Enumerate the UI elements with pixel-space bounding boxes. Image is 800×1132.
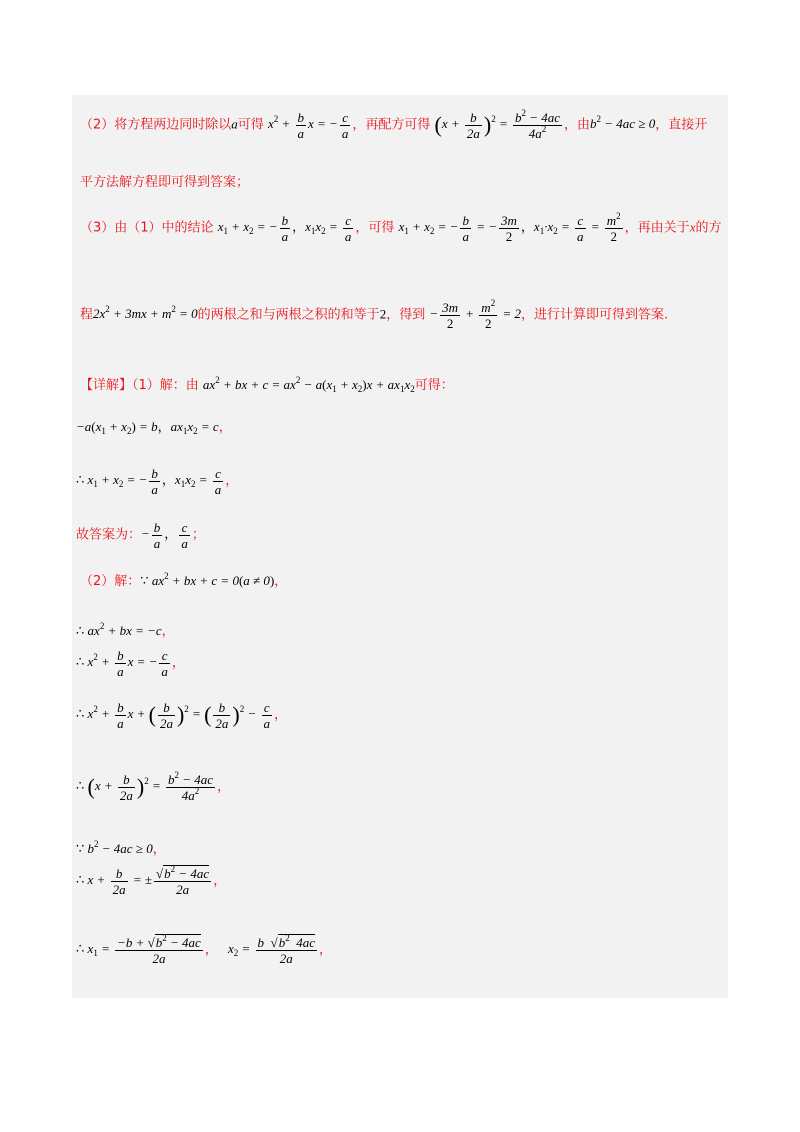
- step-f: ∴ x + $\frac{b}{2a}$ = ± $\frac{√b^2 - 4ac}{2a}$ ，: [76, 864, 227, 897]
- step-e: ∵ $b^2 - 4ac \ge 0$，: [76, 839, 166, 857]
- step-g: ∴ $x_1$ = $\frac{-b + √b^2 - 4ac}{2a}$ ， $x_2$ = $\frac{b √b^2 4ac}{2a}$ ，: [76, 933, 332, 966]
- detail-step-1: $-a(x_1 + x_2) = b$，$ax_1x_2 = c$，: [76, 419, 232, 436]
- answer-line: 故答案为：− $\frac{b}{a}$ ， $\frac{c}{a}$ ；: [76, 520, 205, 551]
- step-c: ∴ $x^2$ + $\frac{b}{a}$ x + ( $\frac{b}{2a}$ )$^2$ = ( $\frac{b}{2a}$ )$^2$ − $\frac{c}{a}$ ，: [76, 700, 288, 731]
- analysis-line-2: 平方法解方程即可得到答案；: [80, 175, 250, 190]
- part2-head: （2）解：∵ $ax^2$ + bx + c = 0(a ≠ 0)，: [80, 571, 288, 589]
- detail-step-2: ∴ $x_1 + x_2$ = − $\frac{b}{a}$ ，$x_1x_2$ = $\frac{c}{a}$ ，: [76, 466, 239, 497]
- analysis-line-3: （3）由（1）中的结论 $x_1 + x_2$ = − $\frac{b}{a}$ ，$x_1x_2$ = $\frac{c}{a}$ ，可得 $x_1 + x_2$ = − $\frac{b}{a}$ = − $\frac{3m}{2}$ ，$x_1\cdot x_2$ = $\frac{c}{a}$ = $\frac{m^2}{2}$ ，再由关于x的方: [80, 211, 722, 244]
- step-a: ∴ $ax^2$ + bx = −c，: [76, 621, 175, 639]
- detail-head: 【详解】（1）解：由 $ax^2$ + bx + $c = ax^2 - a(x_1 + x_2)x + ax_1x_2$可得：: [80, 375, 454, 394]
- step-b: ∴ $x^2$ + $\frac{b}{a}$ x = − $\frac{c}{a}$ ，: [76, 648, 185, 679]
- analysis-line-4: 程$2x^2 + 3mx + m^2 = 0$的两根之和与两根之积的和等于2，得到 − $\frac{3m}{2}$ + $\frac{m^2}{2}$ = 2，进行计算即可得到答案.: [80, 298, 669, 331]
- step-d: ∴ (x + $\frac{b}{2a}$ )$^2$ = $\frac{b^2 - 4ac}{4a^2}$ ，: [76, 770, 231, 803]
- analysis-line-1: （2）将方程两边同时除以a可得 $x^2$ + $\frac{b}{a}$ x = − $\frac{c}{a}$ ，再配方可得 (x + $\frac{b}{2a}$ )$^2$ = $\frac{b^2 - 4ac}{4a^2}$ ，由$b^2 - 4ac \ge 0$，直接开: [80, 108, 708, 141]
